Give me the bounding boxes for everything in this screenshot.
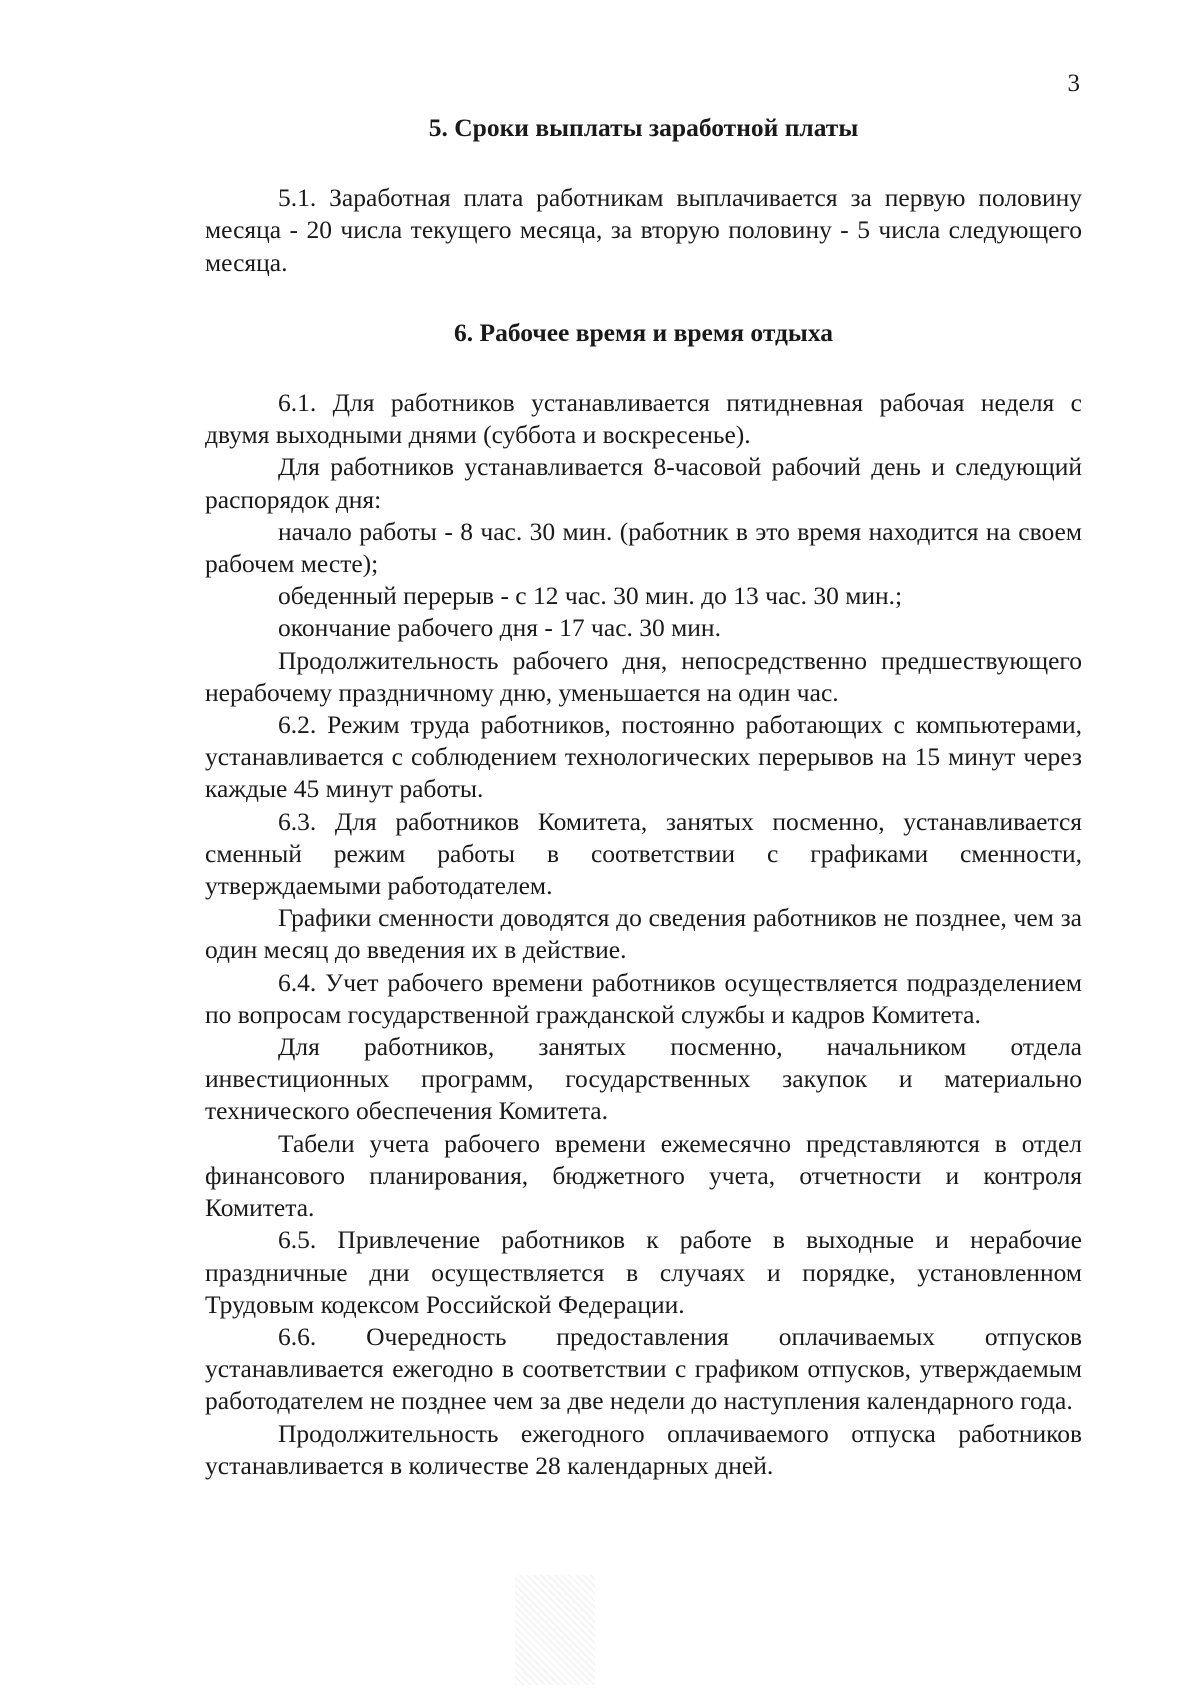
paragraph-end-time: окончание рабочего дня - 17 час. 30 мин. xyxy=(278,613,721,643)
paragraph-shift-accounting: Для работников, занятых посменно, начальником отдела инвестиционных программ, государственных закупок и материально технического обеспечения Комитета. xyxy=(205,1032,1082,1126)
paragraph-6-3: 6.3. Для работников Комитета, занятых посменно, устанавливается сменный режим работы в соответствии с графиками сменности, утверждаемыми работодателем. xyxy=(205,806,1082,901)
paragraph-vacation-length: Продолжительность ежегодного оплачиваемого отпуска работников устанавливается в количестве 28 календарных дней. xyxy=(205,1418,1082,1480)
scan-stamp-mark xyxy=(515,1575,595,1685)
paragraph-holiday-eve: Продолжительность рабочего дня, непосредственно предшествующего нерабочему праздничному дню, уменьшается на один час. xyxy=(205,645,1082,707)
paragraph-start-time: начало работы - 8 час. 30 мин. (работник в это время находится на своем рабочем месте); xyxy=(205,516,1082,579)
paragraph-6-5: 6.5. Привлечение работников к работе в выходные и нерабочие праздничные дни осуществляется в случаях и порядке, установленном Трудовым кодексом Российской Федерации. xyxy=(205,1225,1082,1319)
paragraph-lunch-break: обеденный перерыв - с 12 час. 30 мин. до 13 час. 30 мин.; xyxy=(278,581,903,611)
page-number: 3 xyxy=(1067,70,1080,97)
section-6-title: 6. Рабочее время и время отдыха xyxy=(454,317,833,347)
document-body xyxy=(205,112,1082,1482)
paragraph-timesheets: Табели учета рабочего времени ежемесячно представляются в отдел финансового планирования, бюджетного учета, отчетности и контроля Комитета. xyxy=(205,1128,1082,1223)
paragraph-6-2: 6.2. Режим труда работников, постоянно работающих с компьютерами, устанавливается с соблюдением технологических перерывов на 15 минут через каждые 45 минут работы. xyxy=(205,710,1082,804)
paragraph-6-1: 6.1. Для работников устанавливается пятидневная рабочая неделя с двумя выходными днями (суббота и воскресенье). xyxy=(205,388,1082,450)
paragraph-shift-schedules: Графики сменности доводятся до сведения работников не позднее, чем за один месяц до введения их в действие. xyxy=(205,903,1082,965)
paragraph-6-6: 6.6. Очередность предоставления оплачиваемых отпусков устанавливается ежегодно в соответствии с графиком отпусков, утверждаемым работодателем не позднее чем за две недели до наступления календарного года. xyxy=(205,1321,1082,1416)
paragraph-workday: Для работников устанавливается 8-часовой рабочий день и следующий распорядок дня: xyxy=(205,452,1082,514)
section-5-title: 5. Сроки выплаты заработной платы xyxy=(428,113,859,142)
paragraph-5-1: 5.1. Заработная плата работникам выплачивается за первую половину месяца - 20 числа текущего месяца, за вторую половину - 5 числа следующего месяца. xyxy=(205,183,1082,277)
paragraph-6-4: 6.4. Учет рабочего времени работников осуществляется подразделением по вопросам государственной гражданской службы и кадров Комитета. xyxy=(205,967,1082,1029)
